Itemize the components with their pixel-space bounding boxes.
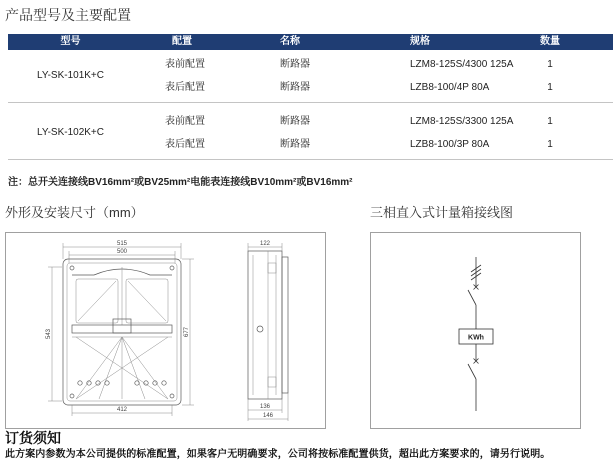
front-view-rib <box>99 337 122 399</box>
mounting-hole <box>170 266 174 270</box>
config-cell: 表后配置 <box>165 139 205 150</box>
config-cell: 表前配置 <box>165 116 205 127</box>
front-view <box>63 259 181 405</box>
dim-depth-total: 146 <box>262 413 274 419</box>
model-cell: LY-SK-101K+C <box>37 70 104 81</box>
table-row-group <box>8 103 613 160</box>
mounting-hole <box>70 394 74 398</box>
window-left-brace <box>78 281 116 321</box>
dim-depth-body: 136 <box>259 404 271 410</box>
window-right-brace <box>128 281 166 321</box>
section-title: 产品型号及主要配置 <box>5 7 131 23</box>
table-header <box>8 34 613 50</box>
terminal <box>78 381 82 385</box>
main-breaker-symbol <box>468 285 479 306</box>
qty-cell: 1 <box>547 59 553 70</box>
front-view-rib <box>76 337 122 399</box>
side-view-hinge <box>268 377 276 387</box>
ordering-title: 订货须知 <box>5 430 61 446</box>
wiring-diagram <box>371 233 580 428</box>
lock-icon <box>257 326 263 332</box>
dim-depth-top: 122 <box>259 241 271 247</box>
dim-height-left: 543 <box>46 328 52 340</box>
header-spec: 规格 <box>410 36 430 47</box>
spec-cell: LZM8-125S/4300 125A <box>410 59 514 70</box>
qty-cell: 1 <box>547 139 553 150</box>
mounting-hole <box>170 394 174 398</box>
name-cell: 断路器 <box>280 139 310 150</box>
name-cell: 断路器 <box>280 116 310 127</box>
ordering-text: 此方案内参数为本公司提供的标准配置，如果客户无明确要求，公司将按标准配置供货，超出此方案要求的，请另行说明。 <box>5 449 551 460</box>
terminal <box>105 381 109 385</box>
header-config: 配置 <box>172 36 192 47</box>
mounting-hole <box>70 266 74 270</box>
header-model: 型号 <box>60 36 81 47</box>
config-cell: 表后配置 <box>165 82 205 93</box>
wiring-diagram-panel <box>370 232 581 429</box>
front-view-rib <box>122 337 145 399</box>
config-cell: 表前配置 <box>165 59 205 70</box>
front-view-rib <box>122 337 168 399</box>
dimensions-title: 外形及安装尺寸（mm） <box>5 205 144 220</box>
terminal <box>162 381 166 385</box>
dim-height-right: 677 <box>184 326 190 338</box>
side-view-lid <box>282 257 288 393</box>
dim-width-inner: 500 <box>116 249 128 255</box>
energy-meter-label: KWh <box>468 334 484 342</box>
wiring-note: 注：总开关连接线BV16mm²或BV25mm²电能表连接线BV10mm²或BV16mm² <box>8 177 353 188</box>
header-qty: 数量 <box>540 36 560 47</box>
breaker-blade <box>468 364 476 379</box>
qty-cell: 1 <box>547 116 553 127</box>
side-view <box>248 251 288 399</box>
header-name: 名称 <box>280 36 300 47</box>
name-cell: 断路器 <box>280 59 310 70</box>
table-row-group <box>8 50 613 103</box>
wiring-title: 三相直入式计量箱接线图 <box>370 205 514 220</box>
dimension-drawing-panel <box>5 232 326 429</box>
model-cell: LY-SK-102K+C <box>37 127 104 138</box>
outgoing-breaker-symbol <box>468 359 479 380</box>
spec-cell: LZM8-125S/3300 125A <box>410 116 514 127</box>
dim-width-bottom: 412 <box>116 407 128 413</box>
name-cell: 断路器 <box>280 82 310 93</box>
qty-cell: 1 <box>547 82 553 93</box>
side-view-hinge <box>268 263 276 273</box>
breaker-blade <box>468 290 476 305</box>
spec-cell: LZB8-100/3P 80A <box>410 139 490 150</box>
dimension-drawing <box>6 233 325 428</box>
dim-width-outer: 515 <box>116 241 128 247</box>
front-view-middle-bar <box>72 325 172 333</box>
spec-cell: LZB8-100/4P 80A <box>410 82 490 93</box>
terminal <box>135 381 139 385</box>
